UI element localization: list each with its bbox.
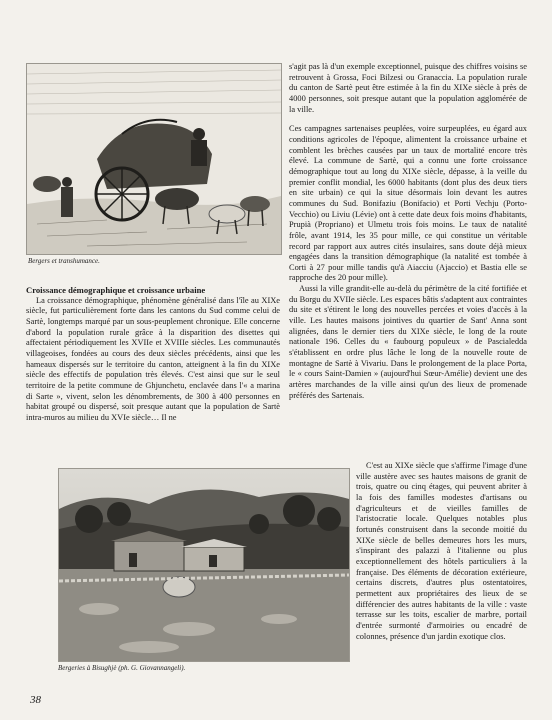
top-figure-caption: Bergers et transhumance. <box>28 257 100 265</box>
engraving-image <box>27 64 281 254</box>
right-paragraph-2: Ces campagnes sartenaises peuplées, voire surpeuplées, eu égard aux conditions agricoles de l'époque, alimentent la croissance urbaine et comblent les brèches causées par un taux de mortalité encore très élevé. La commune de Sartè, qui a connu une forte croissance démographique tout au long du XIXe siècle, dépasse, à la veille du premier conflit mondial, les 6000 habitants (dont plus des deux tiers en site urbain) ce qui la situe désormais loin devant les autres communes du Sud. Bonifaziu (Bonifacio) et Porti Vechju (Porto-Vecchio) ou Liviu (Lévie) ont à cette date deux fois moins d'habitants, Prupià (Propriano) et Ulmetu trois fois moins. Le taux de natalité frôle, avant 1914, les 35 pour mille, ce qui constitue un véritable record par rapport aux autres cités insulaires, sans doute déjà mieux engagées dans la transition démographique (la natalité est tombée à Corti à 27 pour mille tandis qu'à Aiacciu (Ajaccio) et Bastia elle se rapproche des 20 pour mille). <box>289 124 527 283</box>
illustration-shepherds-engraving <box>26 63 282 255</box>
right-narrow-column <box>356 461 527 642</box>
right-paragraph-3: Aussi la ville grandit-elle au-delà du périmètre de la cité fortifiée et du Borgu du XVIIe siècle. Les espaces bâtis s'adaptent aux contraintes du site et s'étirent le long des nouvelles percées et voies d'accès à la ville. Les hautes maisons jointives du quartier de Sant' Anna sont alignées, dans le dernier tiers du XIXe siècle, le long de la route nationale 196. Celles du « faubourg populeux » de Pascialedda s'établissent en ordre plus lâche le long de la nouvelle route de montagne de Sartè à Vivariu. Dans le prolongement de la place Porta, le « cours Saint-Damien » (aujourd'hui Sœur-Amélie) devient une des artères marchandes de la ville ainsi qu'un des lieux de promenade préférés des Sartenais. <box>289 284 527 400</box>
right-paragraph-4: C'est au XIXe siècle que s'affirme l'image d'une ville austère avec ses hautes maisons de granit de trois, quatre ou cinq étages, qui peuvent abriter à la fois des familles modestes d'artisans ou d'agriculteurs et de vieilles familles de l'aristocratie locale. Quelques notables plus fortunés construisent dans la seconde moitié du XIXe siècle de belles demeures hors les murs, s'inspirant des palazzi à l'italienne ou plus exceptionnellement des hôtels particuliers à la française. Des éléments de décoration extérieure, certains discrets, d'autres plus ostentatoires, permettent aux propriétaires des lieux de se différencier des autres habitants de la ville : vaste terrasse sur les toits, escalier de marbre, portail d'entrée surmonté d'armoiries ou encadré de colonnes, présence d'un jardin exotique clos. <box>356 461 527 641</box>
right-column <box>289 62 527 401</box>
bottom-figure-caption: Bergeries à Bisughjè (ph. G. Giovannangeli). <box>58 664 186 672</box>
photo-sheepfolds <box>58 468 350 662</box>
sheepfold-photo-image <box>59 469 349 661</box>
section-heading: Croissance démographique et croissance urbaine <box>26 285 206 295</box>
left-column <box>26 285 280 424</box>
left-paragraph: La croissance démographique, phénomène généralisé dans l'île au XIXe siècle, fut particulièrement forte dans les cantons du Sud comme celui de Sartè, longtemps marqué par un sous-peuplement chronique. Elle concerne d'abord la population rurale grâce à la disparition des disettes qui affectaient périodiquement les XVIIe et XVIIIe siècles. Les communautés villageoises, fondées au cours des deux siècles précédents, ainsi que les hameaux dispersés sur le territoire du canton, atteignent à la fin du XIXe siècle des effectifs de population très élevés. C'est ainsi que sur le seul territoire de la petite commune de Ghjunchetu, enclavée dans l'« a marina di Sarte », vivent, selon les dénombrements, de 300 à 400 personnes en habitat groupé ou dispersé, soit presque autant que la population de Sartè intra-muros au milieu du XVIe siècle… Il ne <box>26 295 280 422</box>
page-number: 38 <box>30 694 41 706</box>
right-paragraph-1: s'agit pas là d'un exemple exceptionnel, puisque des chiffres voisins se retrouvent à Grossa, Foci Bilzesi ou Granaccia. La population rurale du canton de Sartè peut être estimée à la fin du XIXe siècle à près de 4000 personnes, soit presque autant que la population agglomérée de la ville. <box>289 62 527 114</box>
